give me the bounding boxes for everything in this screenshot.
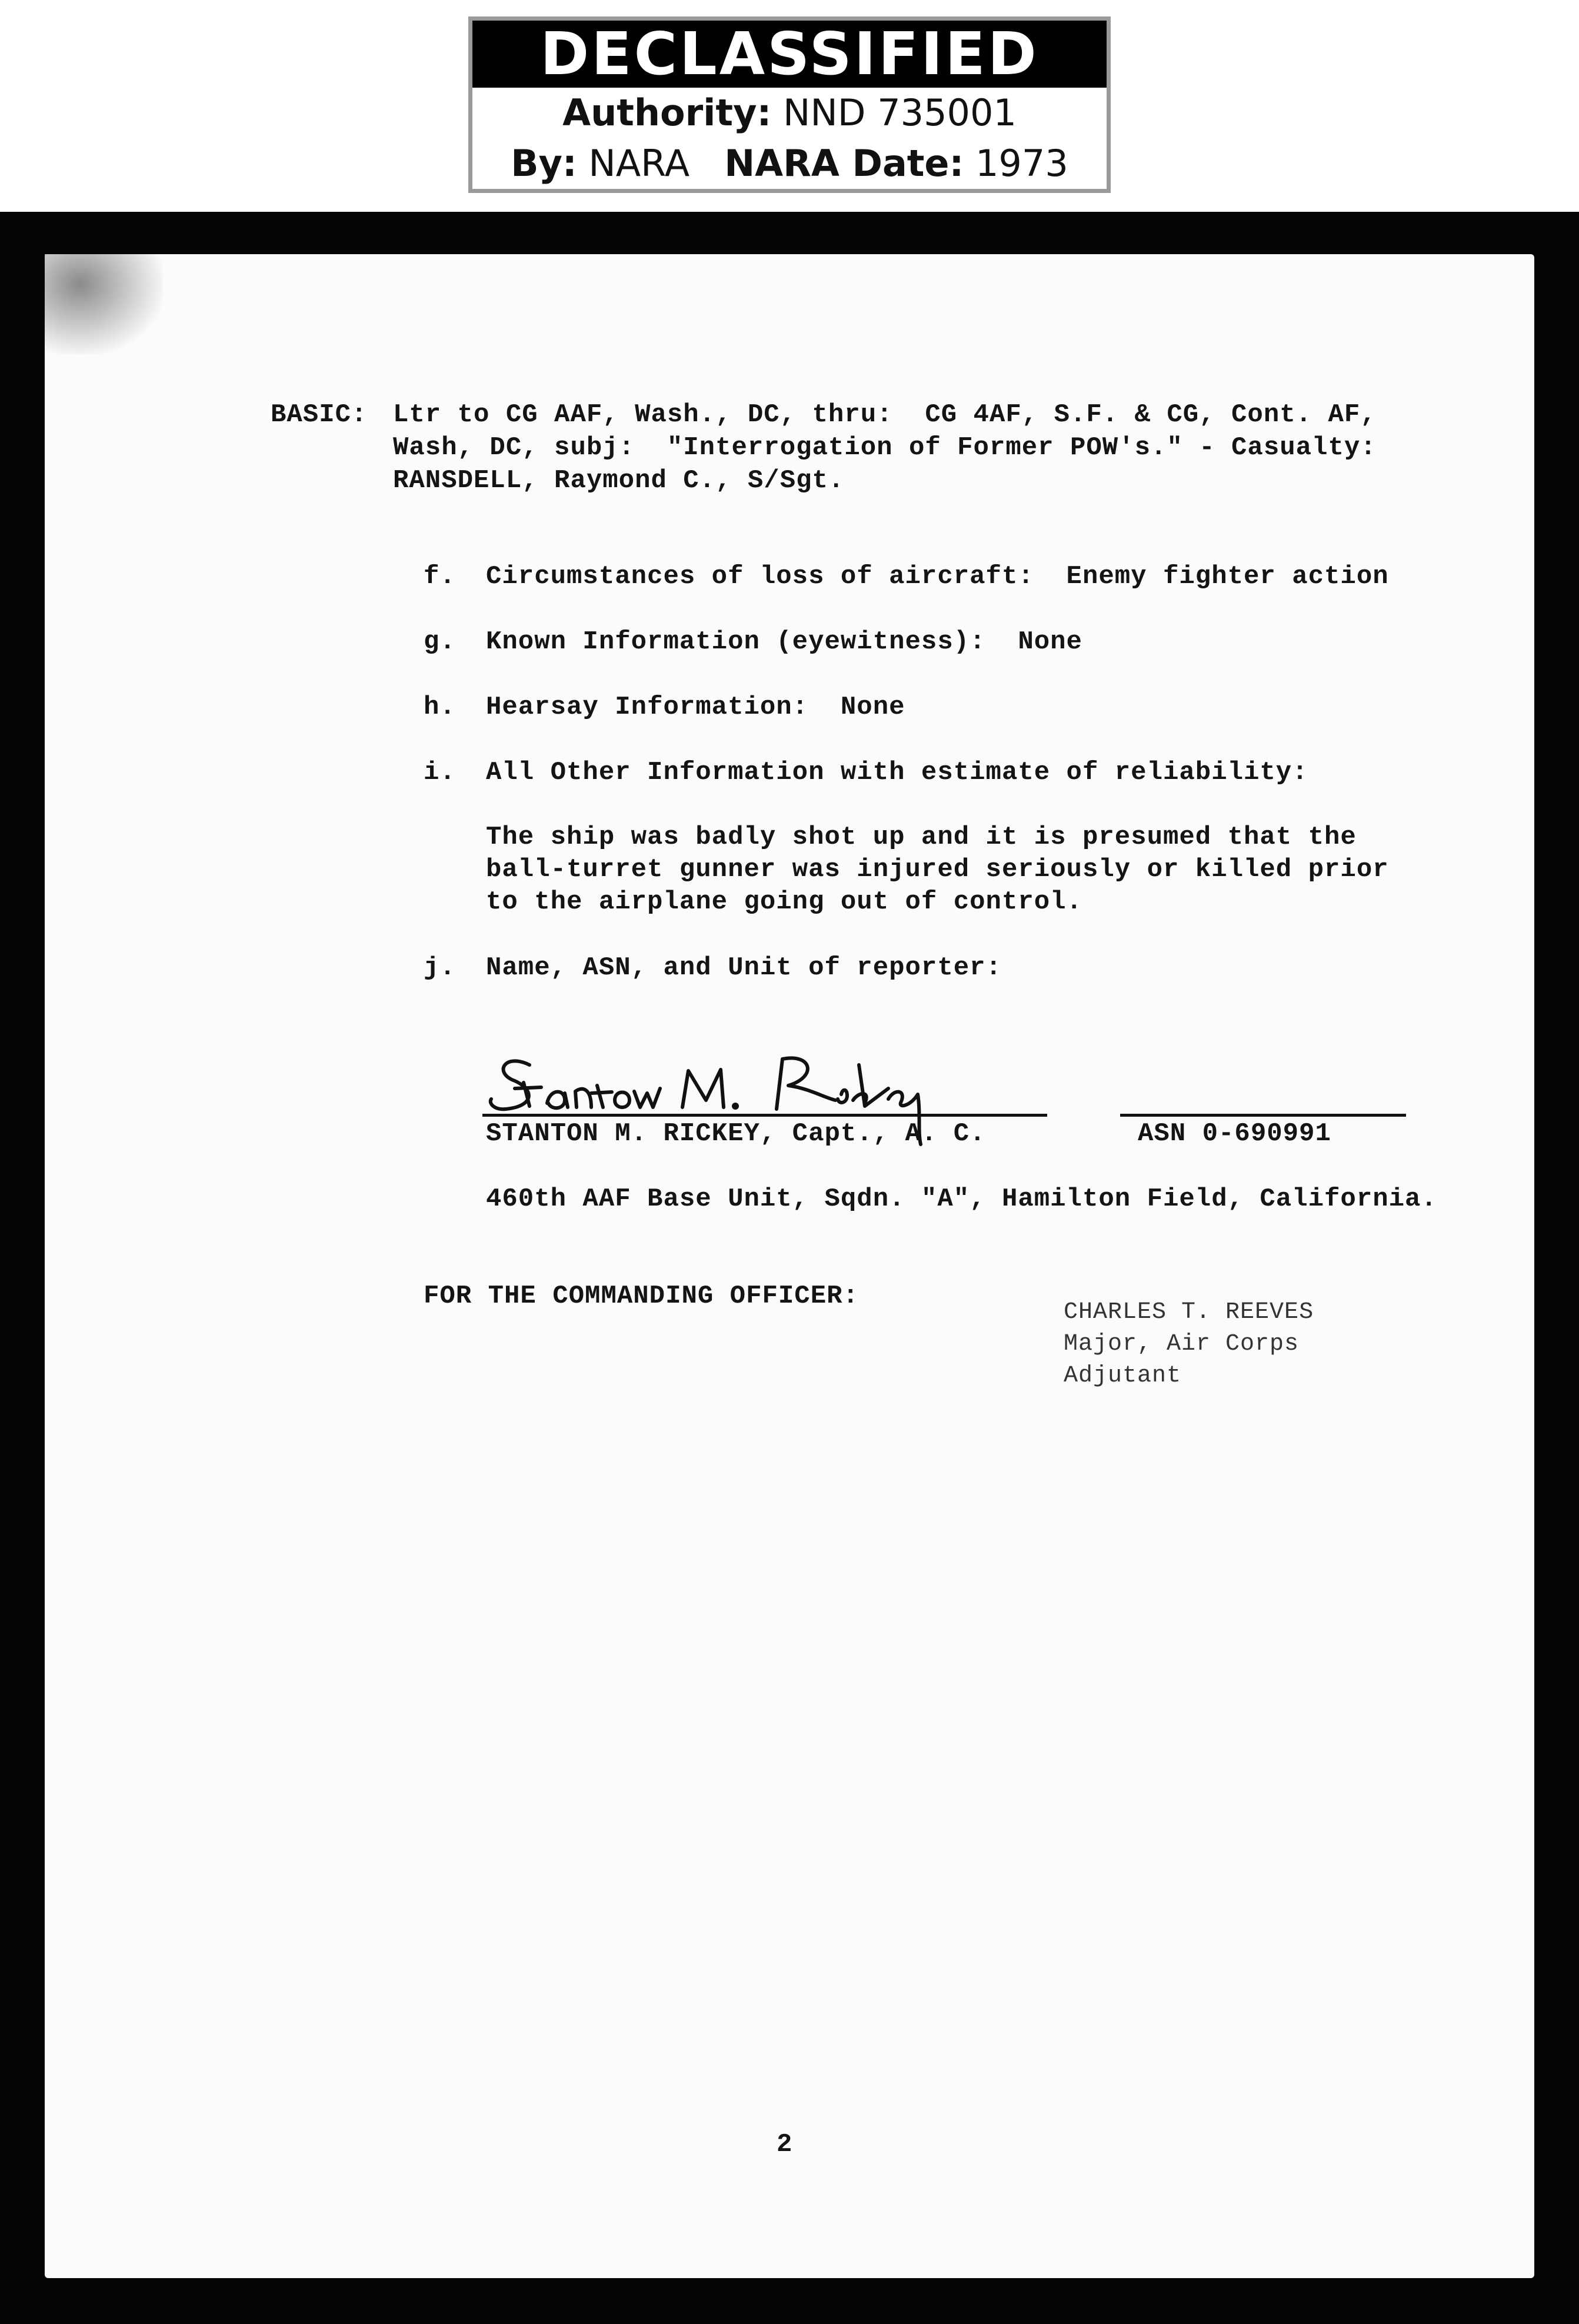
corner-smudge [45, 254, 162, 354]
reporter-unit: 460th AAF Base Unit, Sqdn. "A", Hamilton Field, California. [486, 1184, 1437, 1214]
item-j-letter: j. [424, 953, 456, 983]
stamp-by-line [472, 138, 1107, 189]
basic-line-1: Ltr to CG AAF, Wash., DC, thru: CG 4AF, S.F. & CG, Cont. AF, [393, 400, 1377, 429]
signature-line [482, 1114, 1047, 1117]
reporter-asn: ASN 0-690991 [1138, 1119, 1331, 1148]
signer-title: Adjutant [1064, 1363, 1182, 1389]
stamp-by-label: By: [511, 142, 577, 185]
item-f-text: Circumstances of loss of aircraft: Enemy fighter action [486, 562, 1389, 591]
page-number: 2 [777, 2130, 793, 2159]
basic-line-2: Wash, DC, subj: "Interrogation of Former POW's." - Casualty: [393, 433, 1377, 462]
item-h-letter: h. [424, 692, 456, 722]
item-g-letter: g. [424, 627, 456, 657]
signer-name: CHARLES T. REEVES [1064, 1299, 1314, 1326]
item-i-letter: i. [424, 758, 456, 787]
asn-line [1120, 1114, 1406, 1117]
stamp-authority-label: Authority: [562, 91, 772, 134]
item-h-text: Hearsay Information: None [486, 692, 905, 722]
scanned-page-frame [0, 212, 1579, 2324]
item-i-paragraph-line-1: The ship was badly shot up and it is presumed that the [486, 823, 1357, 852]
stamp-date-label: NARA Date: [724, 142, 964, 185]
item-f-letter: f. [424, 562, 456, 591]
stamp-date-value: 1973 [975, 142, 1068, 185]
item-g-text: Known Information (eyewitness): None [486, 627, 1082, 657]
for-commanding-officer: FOR THE COMMANDING OFFICER: [424, 1281, 859, 1311]
signer-rank: Major, Air Corps [1064, 1331, 1300, 1357]
stamp-authority-value: NND 735001 [783, 91, 1017, 134]
stamp-authority-line [472, 88, 1107, 138]
item-j-text: Name, ASN, and Unit of reporter: [486, 953, 1002, 983]
item-i-paragraph-line-2: ball-turret gunner was injured seriously or killed prior [486, 855, 1389, 884]
basic-line-3: RANSDELL, Raymond C., S/Sgt. [393, 466, 845, 495]
stamp-title: DECLASSIFIED [472, 21, 1107, 88]
item-i-text: All Other Information with estimate of reliability: [486, 758, 1308, 787]
basic-label: BASIC: [271, 400, 368, 429]
declassified-stamp [468, 16, 1111, 193]
document-page [45, 254, 1534, 2278]
stamp-by-value: NARA [588, 142, 690, 185]
item-i-paragraph-line-3: to the airplane going out of control. [486, 887, 1082, 917]
reporter-name: STANTON M. RICKEY, Capt., A. C. [486, 1119, 986, 1148]
